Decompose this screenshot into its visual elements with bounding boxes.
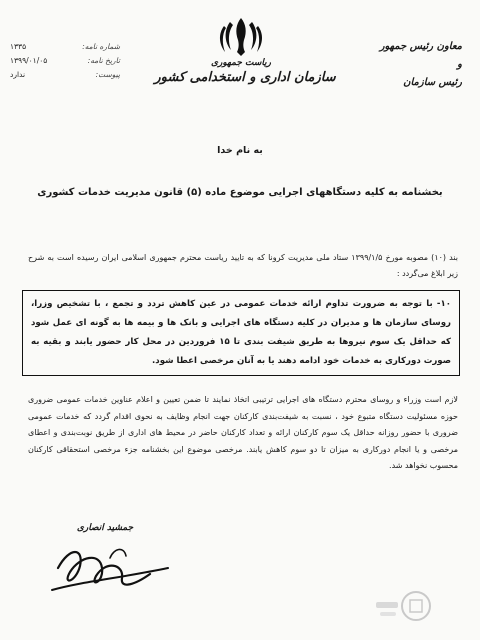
boxed-clause: ۱۰- با توجه به ضرورت تداوم ارائه خدمات عمومی در عین کاهش تردد و تجمع ، با تشخیص وزرا، روسای سازمان ها و مدیران در کلیه دستگاه های اجرایی و بانک ها و بیمه ها به گونه ای عمل شود که حداقل یک سوم نیروها به طریق شیفت بندی تا ۱۵ فروردین در محل کار حضور یابند و بقیه به صورت دورکاری به خدمات خود ادامه دهند یا به آنان مرخصی اعطا شود. xyxy=(22,290,460,376)
meta-date-row xyxy=(10,54,120,68)
letter-subject: بخشنامه به کلیه دستگاههای اجرایی موضوع ماده (۵) قانون مدیریت خدمات کشوری xyxy=(37,187,443,198)
iran-emblem-icon xyxy=(212,12,270,60)
meta-attachment-row xyxy=(10,68,120,82)
meta-attachment-label: پیوست: xyxy=(95,70,120,79)
meta-date-label: تاریخ نامه: xyxy=(87,56,120,65)
organization-title: سازمان اداری و استخدامی کشور xyxy=(154,70,336,85)
signatory-line-3: رئیس سازمان xyxy=(403,77,462,88)
signatory-title xyxy=(372,38,462,92)
watermark-logo-icon xyxy=(370,588,440,628)
closing-paragraph: لازم است وزراء و روسای محترم دستگاه های اجرایی ترتیبی اتخاذ نمایند تا ضمن تعیین و اعلام عناوین خدمات عمومی ضروری حوزه مسئولیت دستگاه متبوع خود ، نسبت به شیفت‌بندی کارکنان جهت انجام وظایف به نحوی اقدام گردد که خدمات عمومی ضروری با حضور روزانه حداقل یک سوم کارکنان ارائه و تعداد کارکنان حاضر در محیط های اداری از طریق نوبت‌بندی و اعطای مرخصی و یا انجام دورکاری به میزان تا دو سوم کاهش یابند. مرخصی موضوع این بخشنامه جزء مرخصی استحقاقی کارکنان محسوب نخواهد شد. xyxy=(28,395,458,471)
meta-number-row xyxy=(10,40,120,54)
presidency-title: ریاست جمهوری xyxy=(210,58,272,68)
intro-paragraph: بند (۱۰) مصوبه مورخ ۱۳۹۹/۱/۵ ستاد ملی مدیریت کرونا که به تایید ریاست محترم جمهوری اسلامی ایران رسیده است به شرح زیر ابلاغ می‌گردد : xyxy=(28,253,458,278)
letter-meta xyxy=(10,40,120,82)
meta-number-value: ۱۳۳۵ xyxy=(10,42,27,51)
meta-number-label: شماره نامه: xyxy=(82,42,120,51)
handwritten-signature xyxy=(40,538,180,598)
signatory-line-1: معاون رئیس جمهور xyxy=(379,41,462,52)
meta-date-value: ۱۳۹۹/۰۱/۰۵ xyxy=(10,56,48,65)
signatory-line-2: و xyxy=(457,59,462,70)
basmala: به نام خدا xyxy=(217,145,263,156)
signatory-name: جمشید انصاری xyxy=(76,523,134,533)
meta-attachment-value: ندارد xyxy=(10,70,26,79)
